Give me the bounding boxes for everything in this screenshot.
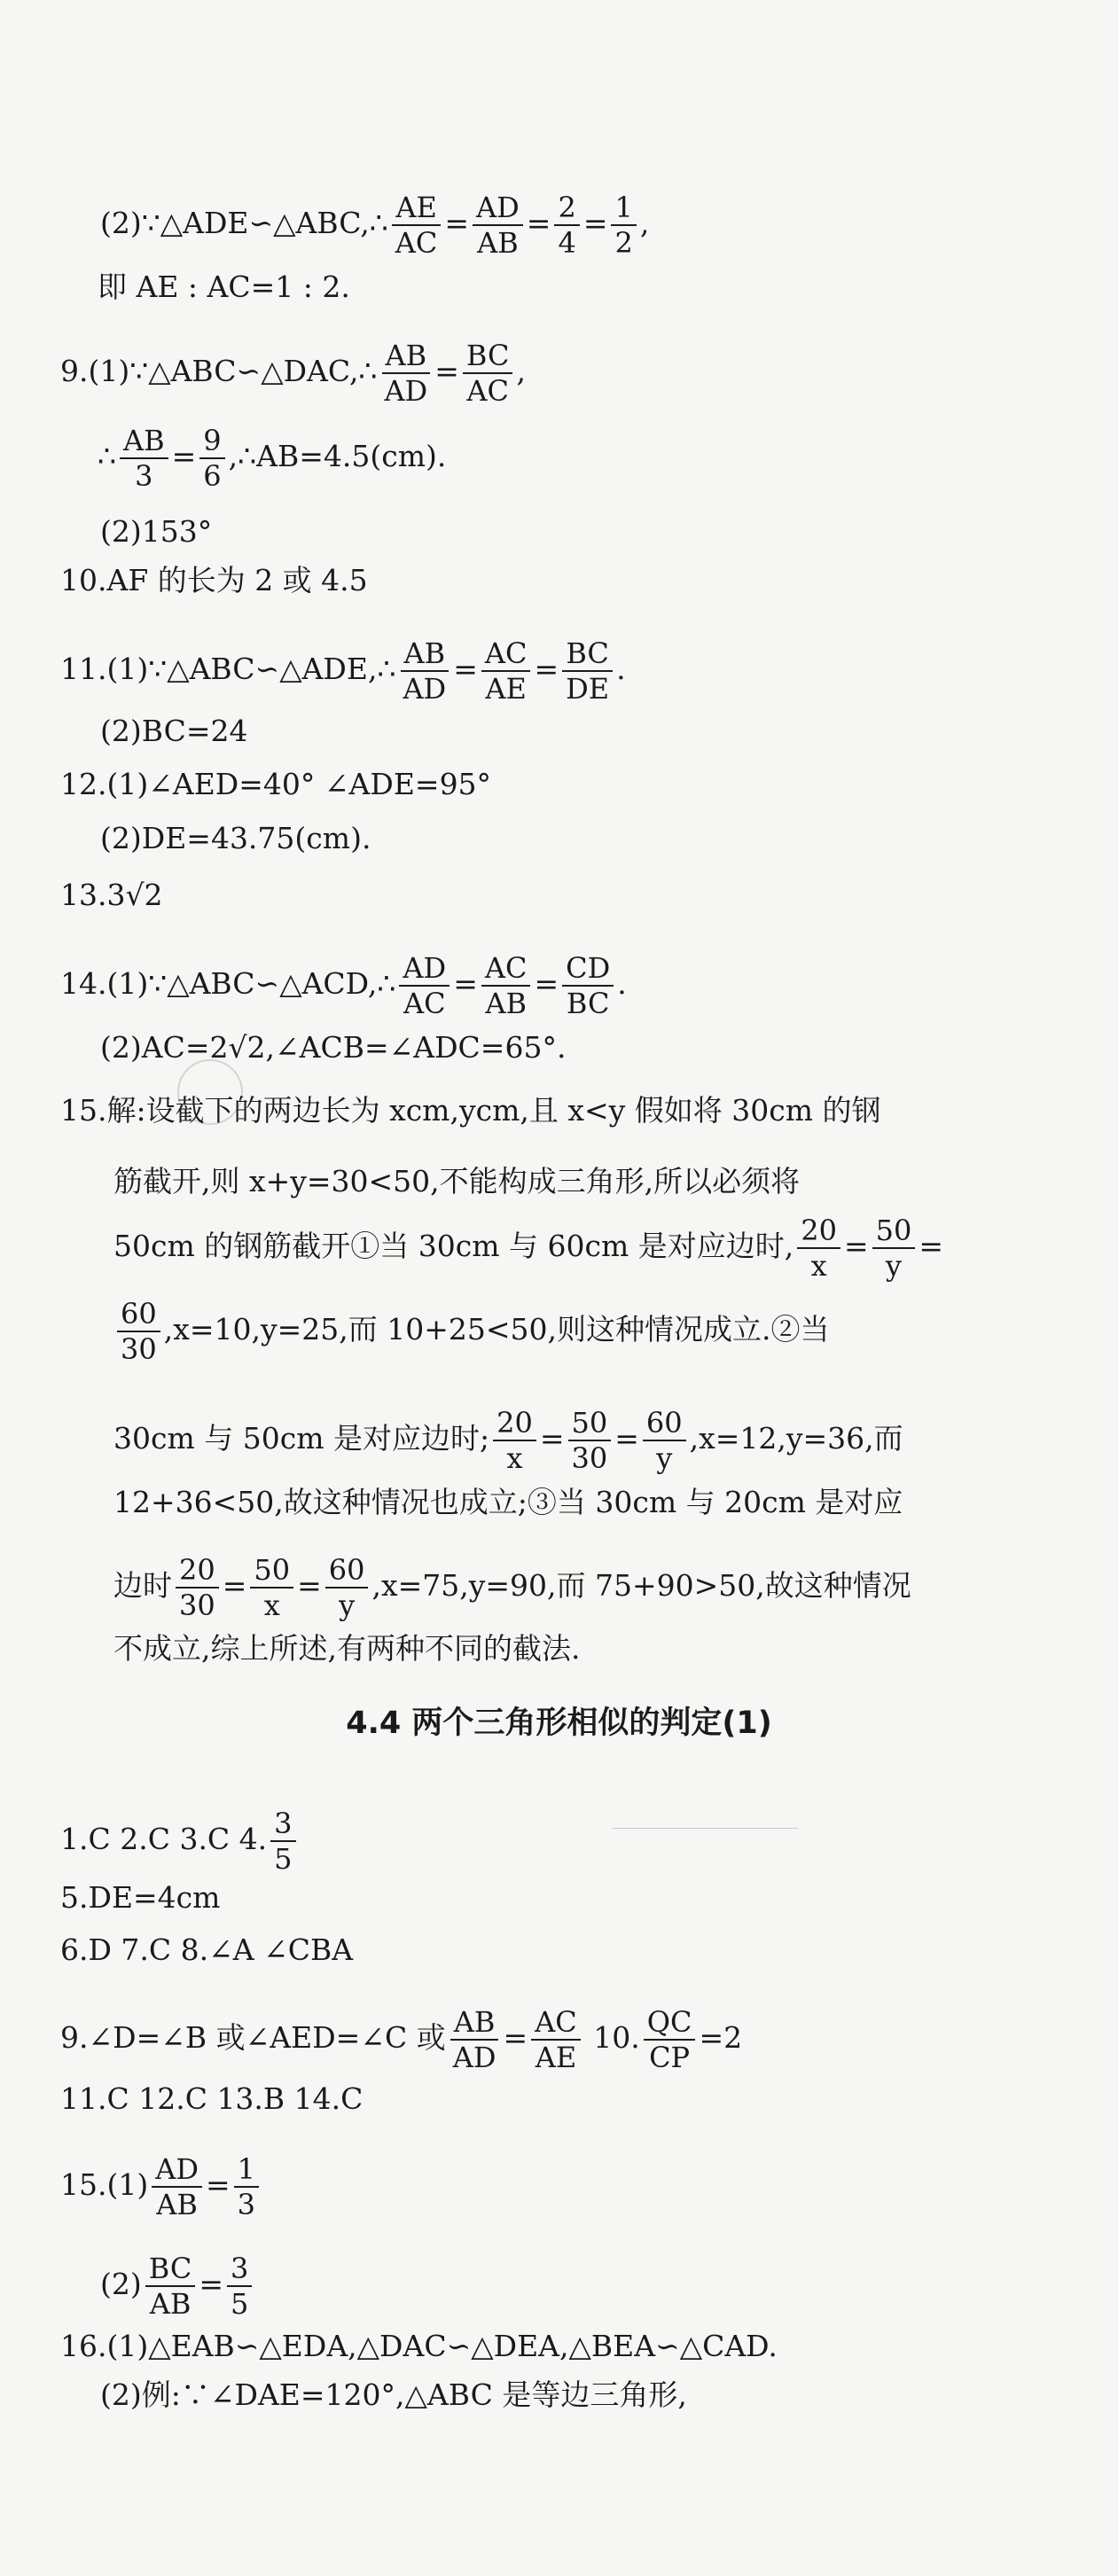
answer-11-1: 11.(1)∵△ABC∽△ADE,∴ $\frac{AB}{AD}$ = $\frac{AC}{AE}$ = $\frac{BC}{DE}$ . bbox=[60, 636, 626, 706]
fraction: $\frac{AB}{AD}$ bbox=[399, 636, 450, 706]
answer-15-line6: 12+36<50,故这种情况也成立;③当 30cm 与 20cm 是对应 bbox=[113, 1485, 903, 1519]
answer-9-2: (2)153° bbox=[100, 514, 213, 549]
answers-1-4: 1.C 2.C 3.C 4. $\frac{3}{5}$ bbox=[0, 1807, 1065, 1876]
answer-9-1-result: ∴ $\frac{AB}{3}$ = $\frac{9}{6}$ ,∴AB=4.5(cm). bbox=[98, 424, 447, 493]
fraction: $\frac{50}{30}$ bbox=[568, 1406, 612, 1475]
fraction: $\frac{AE}{AC}$ bbox=[392, 191, 442, 260]
fraction: $\frac{60}{y}$ bbox=[325, 1553, 369, 1622]
answer-15-line5: 30cm 与 50cm 是对应边时; $\frac{20}{x}$ = $\frac{50}{30}$ = $\frac{60}{y}$ ,x=12,y=36,而 bbox=[113, 1406, 903, 1475]
fraction: $\frac{CD}{BC}$ bbox=[562, 951, 614, 1020]
fraction: $\frac{3}{5}$ bbox=[270, 1807, 295, 1876]
fraction: $\frac{1}{2}$ bbox=[611, 191, 636, 260]
answer-15-line2: 筋截开,则 x+y=30<50,不能构成三角形,所以必须将 bbox=[113, 1164, 801, 1198]
fraction: $\frac{AB}{AD}$ bbox=[450, 2005, 500, 2074]
answer-12-1: 12.(1)∠AED=40° ∠ADE=95° bbox=[60, 767, 492, 801]
answers-11-14: 11.C 12.C 13.B 14.C bbox=[60, 2081, 364, 2116]
answers-9-10: 9.∠D=∠B 或∠AED=∠C 或 $\frac{AB}{AD}$ = $\frac{AC}{AE}$ 10. $\frac{QC}{CP}$ =2 bbox=[60, 2005, 743, 2074]
answer-15-line7: 边时 $\frac{20}{30}$ = $\frac{50}{x}$ = $\frac{60}{y}$ ,x=75,y=90,而 75+90>50,故这种情况 bbox=[113, 1553, 911, 1622]
answer-15-line4: $\frac{60}{30}$ ,x=10,y=25,而 10+25<50,则这种情况成立.②当 bbox=[0, 1297, 1065, 1366]
answer-15-line8: 不成立,综上所述,有两种不同的截法. bbox=[113, 1631, 581, 1666]
fraction: $\frac{AC}{AE}$ bbox=[531, 2005, 581, 2074]
text: (2)∵△ADE∽△ABC,∴ bbox=[100, 206, 388, 240]
answer-12-2: (2)DE=43.75(cm). bbox=[100, 821, 371, 855]
answer-9-1: 9.(1)∵△ABC∽△DAC,∴ $\frac{AB}{AD}$ = $\frac{BC}{AC}$ , bbox=[60, 339, 526, 408]
answer-15-1: 15.(1) $\frac{AD}{AB}$ = $\frac{1}{3}$ bbox=[0, 2152, 1065, 2221]
fraction: $\frac{50}{x}$ bbox=[250, 1553, 293, 1622]
fraction: $\frac{AB}{AD}$ bbox=[380, 339, 431, 408]
answer-15-line1: 15.解:设截下的两边长为 xcm,ycm,且 x<y 假如将 30cm 的钢 bbox=[60, 1093, 881, 1128]
fraction: $\frac{AD}{AB}$ bbox=[473, 191, 523, 260]
fraction: $\frac{AC}{AE}$ bbox=[481, 636, 531, 706]
answer-8-ratio: 即 AE : AC=1 : 2. bbox=[98, 269, 350, 304]
answers-6-8: 6.D 7.C 8.∠A ∠CBA bbox=[60, 1932, 354, 1967]
fraction: $\frac{20}{30}$ bbox=[176, 1553, 219, 1622]
answer-15-line3: 50cm 的钢筋截开①当 30cm 与 60cm 是对应边时, $\frac{20}{x}$ = $\frac{50}{y}$ = bbox=[113, 1214, 943, 1283]
fraction: $\frac{50}{y}$ bbox=[872, 1214, 916, 1283]
answer-16-2: (2)例:∵∠DAE=120°,△ABC 是等边三角形, bbox=[100, 2377, 687, 2412]
answer-11-2: (2)BC=24 bbox=[100, 714, 248, 748]
answer-5: 5.DE=4cm bbox=[60, 1880, 221, 1915]
fraction: $\frac{20}{x}$ bbox=[493, 1406, 536, 1475]
fraction: $\frac{1}{3}$ bbox=[234, 2152, 259, 2221]
answer-8-2: (2)∵△ADE∽△ABC,∴ $\frac{AE}{AC}$ = $\frac{AD}{AB}$ = $\frac{2}{4}$ = $\frac{1}{2}$ , bbox=[100, 191, 650, 260]
fraction: $\frac{9}{6}$ bbox=[199, 424, 224, 493]
fraction: $\frac{20}{x}$ bbox=[797, 1214, 840, 1283]
fraction: $\frac{AC}{AB}$ bbox=[481, 951, 531, 1020]
answer-10: 10.AF 的长为 2 或 4.5 bbox=[60, 563, 368, 597]
fraction: $\frac{AD}{AC}$ bbox=[399, 951, 450, 1020]
answer-16-1: 16.(1)△EAB∽△EDA,△DAC∽△DEA,△BEA∽△CAD. bbox=[60, 2329, 778, 2363]
fraction: $\frac{3}{5}$ bbox=[227, 2252, 252, 2321]
fraction: $\frac{BC}{AC}$ bbox=[463, 339, 513, 408]
fraction: $\frac{BC}{DE}$ bbox=[562, 636, 613, 706]
answer-13: 13.3√2 bbox=[60, 878, 163, 912]
fraction: $\frac{AD}{AB}$ bbox=[152, 2152, 202, 2221]
fraction: $\frac{60}{y}$ bbox=[643, 1406, 686, 1475]
answer-14-2: (2)AC=2√2,∠ACB=∠ADC=65°. bbox=[100, 1030, 567, 1065]
fraction: $\frac{60}{30}$ bbox=[117, 1297, 160, 1366]
answer-14-1: 14.(1)∵△ABC∽△ACD,∴ $\frac{AD}{AC}$ = $\frac{AC}{AB}$ = $\frac{CD}{BC}$ . bbox=[60, 951, 627, 1020]
fraction: $\frac{2}{4}$ bbox=[554, 191, 579, 260]
fraction: $\frac{BC}{AB}$ bbox=[145, 2252, 196, 2321]
answer-15-2: (2) $\frac{BC}{AB}$ = $\frac{3}{5}$ bbox=[0, 2252, 1065, 2321]
section-heading: 4.4 两个三角形相似的判定(1) bbox=[346, 1706, 772, 1741]
fraction: $\frac{AB}{3}$ bbox=[120, 424, 168, 493]
fraction: $\frac{QC}{CP}$ bbox=[644, 2005, 696, 2074]
faint-rule bbox=[612, 1828, 798, 1829]
